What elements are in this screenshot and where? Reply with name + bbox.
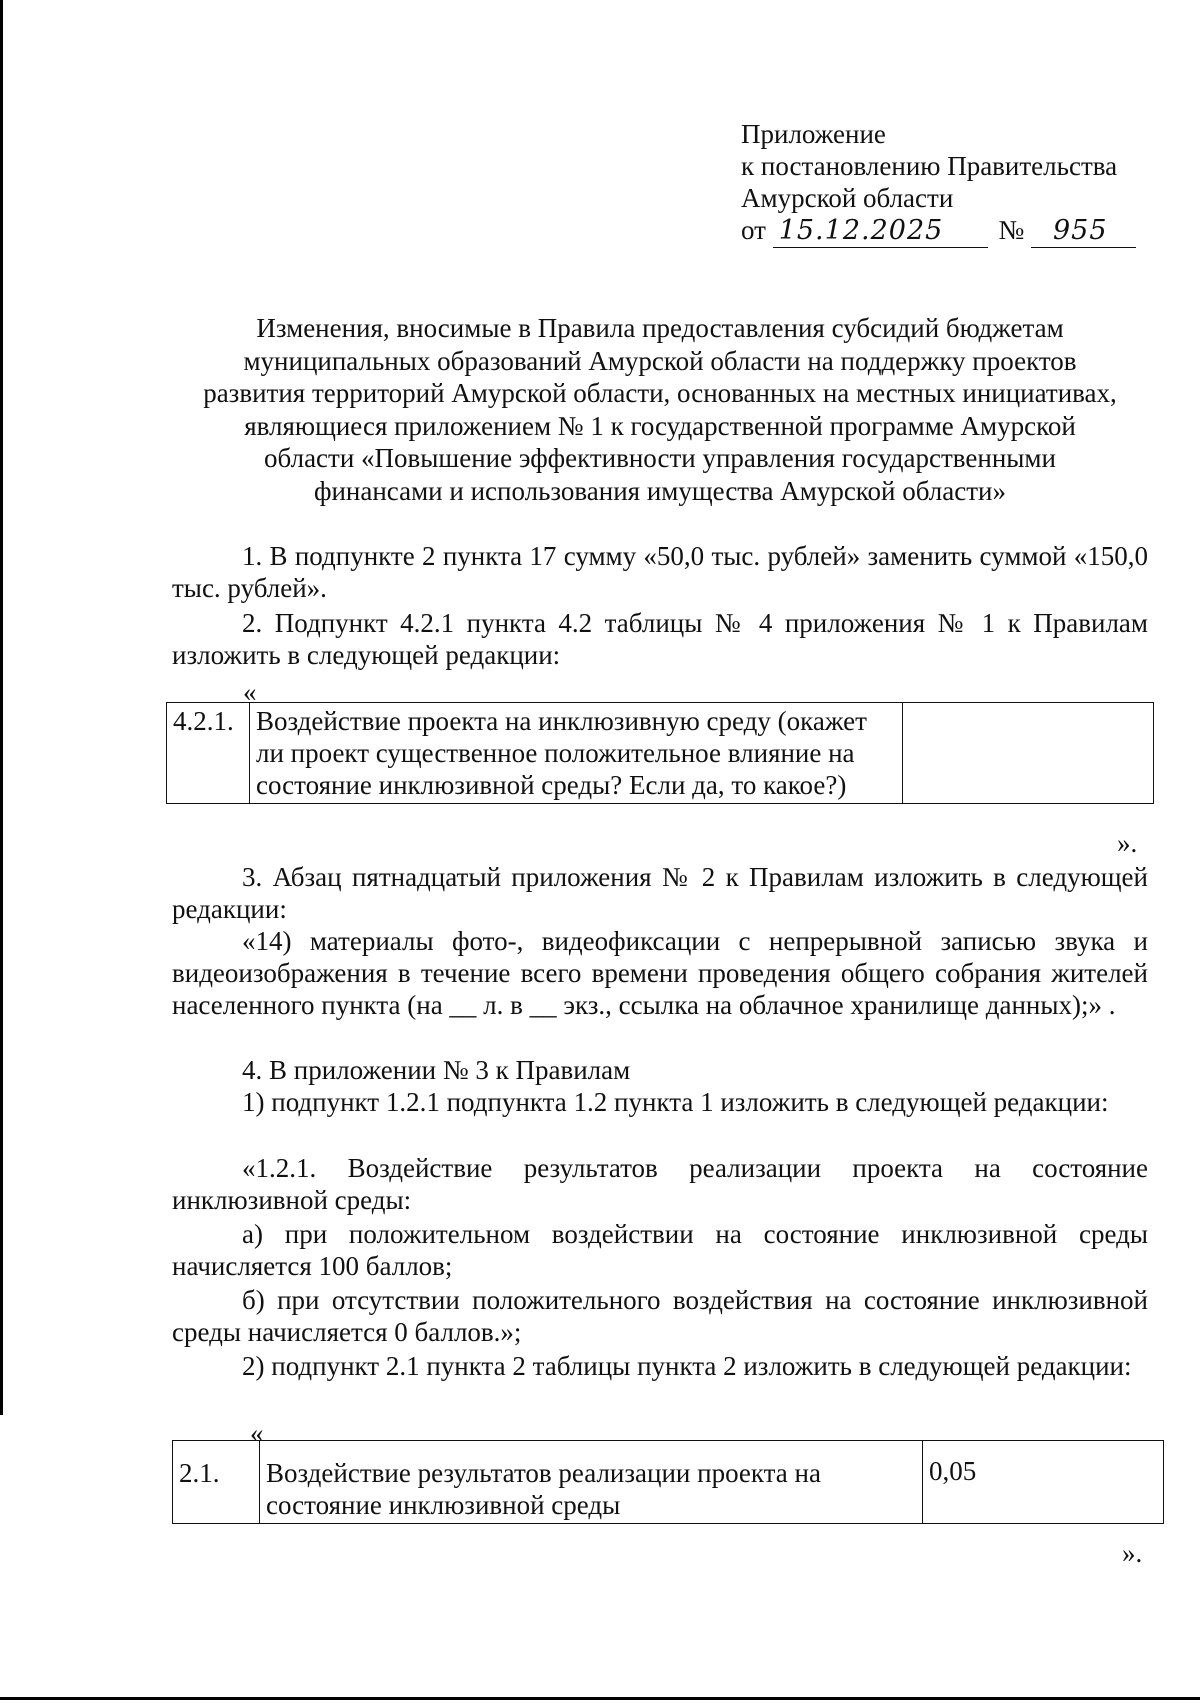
table-cell-text: Воздействие проекта на инклюзивную среду (окажет ли проект существенное положительное влияние на состояние инклюзивной среды? Если да, то какое?): [250, 703, 903, 804]
title-line: области «Повышение эффективности управления государственными: [264, 443, 1056, 473]
handwritten-date: 15.12.2025: [773, 215, 988, 248]
table-cell-number: 4.2.1.: [167, 703, 250, 804]
table-row: [173, 1441, 1164, 1524]
title-line: Изменения, вносимые в Правила предоставления субсидий бюджетам: [256, 313, 1064, 343]
scan-edge-bottom: [0, 1697, 1200, 1700]
document-title: [160, 312, 1160, 507]
title-line: муниципальных образований Амурской области на поддержку проектов: [243, 345, 1077, 376]
paragraph-4-1c: б) при отсутствии положительного воздействия на состояние инклюзивной среды начисляется 0 баллов.»;: [172, 1285, 1148, 1347]
table-cell-value: 0,05: [923, 1441, 1164, 1524]
date-prefix: от: [741, 215, 766, 245]
handwritten-number: 955: [1031, 215, 1136, 248]
quote-open-1: «: [243, 677, 257, 707]
annex-date-number: [741, 214, 1136, 248]
table-row: [167, 703, 1154, 804]
paragraph-4-2: 2) подпункт 2.1 пункта 2 таблицы пункта 2 изложить в следующей редакции:: [242, 1351, 1132, 1381]
paragraph-3: 3. Абзац пятнадцатый приложения № 2 к Правилам изложить в следующей редакции:: [172, 862, 1148, 924]
paragraph-4-1a: «1.2.1. Воздействие результатов реализации проекта на состояние инклюзивной среды:: [172, 1153, 1148, 1215]
annex-header: [741, 118, 1136, 248]
annex-line-1: Приложение: [741, 119, 886, 149]
paragraph-4: 4. В приложении № 3 к Правилам: [242, 1055, 631, 1085]
table-item-4-2-1: [166, 702, 1154, 804]
number-prefix: №: [998, 215, 1025, 245]
paragraph-1: 1. В подпункте 2 пункта 17 сумму «50,0 тыс. рублей» заменить суммой «150,0 тыс. рублей».: [172, 541, 1148, 603]
scan-edge-left: [0, 0, 3, 1415]
paragraph-2: 2. Подпункт 4.2.1 пункта 4.2 таблицы № 4 приложения № 1 к Правилам изложить в следующей редакции:: [172, 608, 1148, 670]
quote-close-2: ».: [1122, 1538, 1143, 1568]
table-cell-number: 2.1.: [173, 1441, 260, 1524]
title-line: развития территорий Амурской области, основанных на местных инициативах,: [203, 378, 1117, 408]
table-cell-text: Воздействие результатов реализации проекта на состояние инклюзивной среды: [260, 1441, 923, 1524]
table-item-2-1: [172, 1440, 1164, 1524]
title-line: являющиеся приложением № 1 к государственной программе Амурской: [244, 410, 1076, 441]
annex-line-3: Амурской области: [741, 183, 954, 213]
title-line: финансами и использования имущества Амурской области»: [313, 475, 1007, 506]
paragraph-3a: «14) материалы фото-, видеофиксации с непрерывной записью звука и видеоизображения в течение всего времени проведения общего собрания жителей населенного пункта (на __ л. в __ экз., ссылка на облачное хранилище данных);» .: [172, 926, 1148, 1020]
paragraph-4-1b: а) при положительном воздействии на состояние инклюзивной среды начисляется 100 баллов;: [172, 1219, 1148, 1281]
table-cell-value: [903, 703, 1154, 804]
paragraph-4-1: 1) подпункт 1.2.1 подпункта 1.2 пункта 1 изложить в следующей редакции:: [242, 1087, 1109, 1117]
quote-close-1: ».: [1117, 828, 1138, 858]
annex-line-2: к постановлению Правительства: [741, 151, 1118, 181]
quote-open-2: «: [250, 1418, 264, 1448]
